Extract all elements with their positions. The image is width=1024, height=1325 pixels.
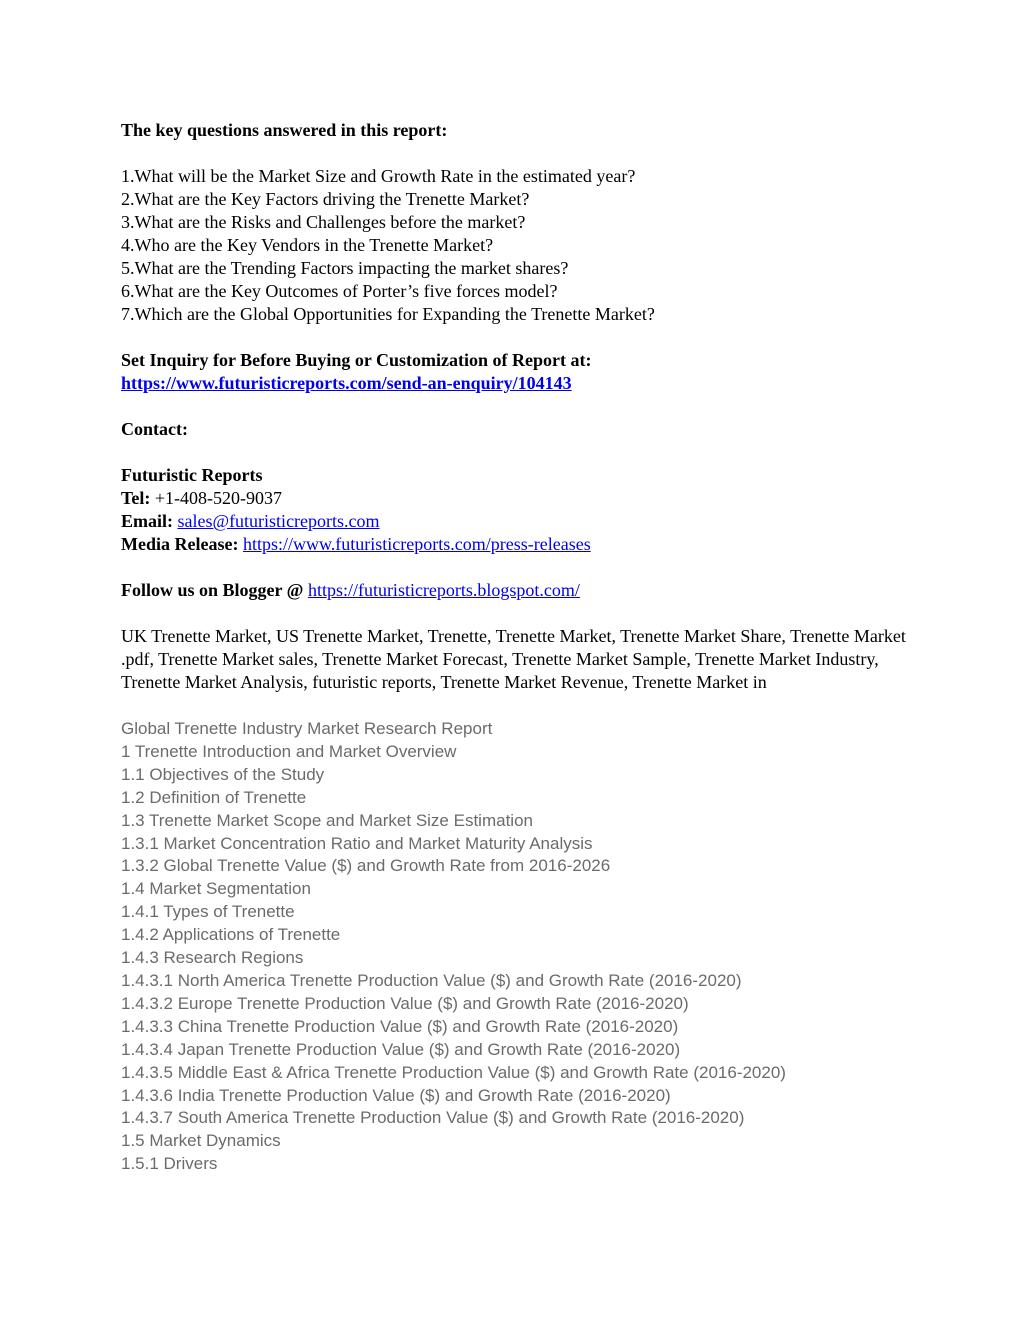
question-item: 3.What are the Risks and Challenges before the market?	[121, 212, 526, 232]
toc-item: 1.4.1 Types of Trenette	[121, 902, 295, 922]
media-line	[121, 533, 921, 556]
company-name: Futuristic Reports	[121, 465, 263, 485]
toc-item: Global Trenette Industry Market Research Report	[121, 719, 493, 738]
question-item: 1.What will be the Market Size and Growth Rate in the estimated year?	[121, 166, 636, 186]
question-item: 2.What are the Key Factors driving the Trenette Market?	[121, 189, 530, 209]
keywords-paragraph: UK Trenette Market, US Trenette Market, Trenette, Trenette Market, Trenette Market Share, Trenette Market .pdf, Trenette Market sales, Trenette Market Forecast, Trenette Market Sample, Trenette Market Industry, Trenette Market Analysis, futuristic reports, Trenette Market Revenue, Trenette Market in	[121, 626, 906, 692]
toc-item: 1.4.3.4 Japan Trenette Production Value ($) and Growth Rate (2016-2020)	[121, 1039, 681, 1059]
toc-item: 1.3.1 Market Concentration Ratio and Market Maturity Analysis	[121, 833, 593, 853]
toc-item: 1.2 Definition of Trenette	[121, 787, 307, 807]
spacer	[121, 142, 921, 165]
email-label: Email:	[121, 511, 173, 531]
spacer	[121, 326, 921, 349]
toc-item: 1.4.3.1 North America Trenette Production Value ($) and Growth Rate (2016-2020)	[121, 970, 742, 990]
toc-item: 1.4.3.2 Europe Trenette Production Value ($) and Growth Rate (2016-2020)	[121, 993, 689, 1013]
inquiry-link[interactable]: https://www.futuristicreports.com/send-an-enquiry/104143	[121, 373, 572, 393]
tel-label: Tel:	[121, 488, 151, 508]
toc-item: 1.4.3.3 China Trenette Production Value ($) and Growth Rate (2016-2020)	[121, 1016, 679, 1036]
spacer	[121, 395, 921, 418]
inquiry-heading: Set Inquiry for Before Buying or Customization of Report at:	[121, 350, 592, 370]
blogger-link[interactable]: https://futuristicreports.blogspot.com/	[307, 580, 580, 600]
toc-item: 1.5.1 Drivers	[121, 1154, 218, 1174]
tel-value: +1-408-520-9037	[150, 488, 282, 508]
toc-item: 1.5 Market Dynamics	[121, 1131, 281, 1151]
media-release-link[interactable]: https://www.futuristicreports.com/press-releases	[242, 534, 591, 554]
toc-item: 1.3 Trenette Market Scope and Market Size Estimation	[121, 810, 533, 830]
email-link[interactable]: sales@futuristicreports.com	[177, 511, 380, 531]
email-line	[121, 510, 921, 533]
table-of-contents	[121, 718, 921, 1176]
follow-line	[121, 579, 921, 602]
questions-list	[121, 165, 921, 326]
contact-heading: Contact:	[121, 419, 188, 439]
questions-heading: The key questions answered in this report:	[121, 120, 448, 140]
toc-item: 1.4.3 Research Regions	[121, 948, 304, 968]
toc-item: 1.1 Objectives of the Study	[121, 764, 325, 784]
tel-line	[121, 487, 921, 510]
question-item: 7.Which are the Global Opportunities for Expanding the Trenette Market?	[121, 304, 655, 324]
question-item: 6.What are the Key Outcomes of Porter’s five forces model?	[121, 281, 558, 301]
spacer	[121, 441, 921, 464]
toc-item: 1.4.3.5 Middle East & Africa Trenette Production Value ($) and Growth Rate (2016-2020)	[121, 1062, 786, 1082]
media-label: Media Release:	[121, 534, 239, 554]
toc-item: 1.4.2 Applications of Trenette	[121, 925, 341, 945]
toc-item: 1.4.3.6 India Trenette Production Value ($) and Growth Rate (2016-2020)	[121, 1085, 671, 1105]
toc-item: 1 Trenette Introduction and Market Overview	[121, 741, 457, 761]
question-item: 4.Who are the Key Vendors in the Trenette Market?	[121, 235, 494, 255]
toc-item: 1.4.3.7 South America Trenette Production Value ($) and Growth Rate (2016-2020)	[121, 1108, 745, 1128]
toc-item: 1.4 Market Segmentation	[121, 879, 311, 899]
document-page	[121, 119, 921, 1176]
spacer	[121, 602, 921, 625]
toc-item: 1.3.2 Global Trenette Value ($) and Growth Rate from 2016-2026	[121, 856, 611, 876]
spacer	[121, 556, 921, 579]
follow-label: Follow us on Blogger @	[121, 580, 304, 600]
question-item: 5.What are the Trending Factors impacting the market shares?	[121, 258, 569, 278]
